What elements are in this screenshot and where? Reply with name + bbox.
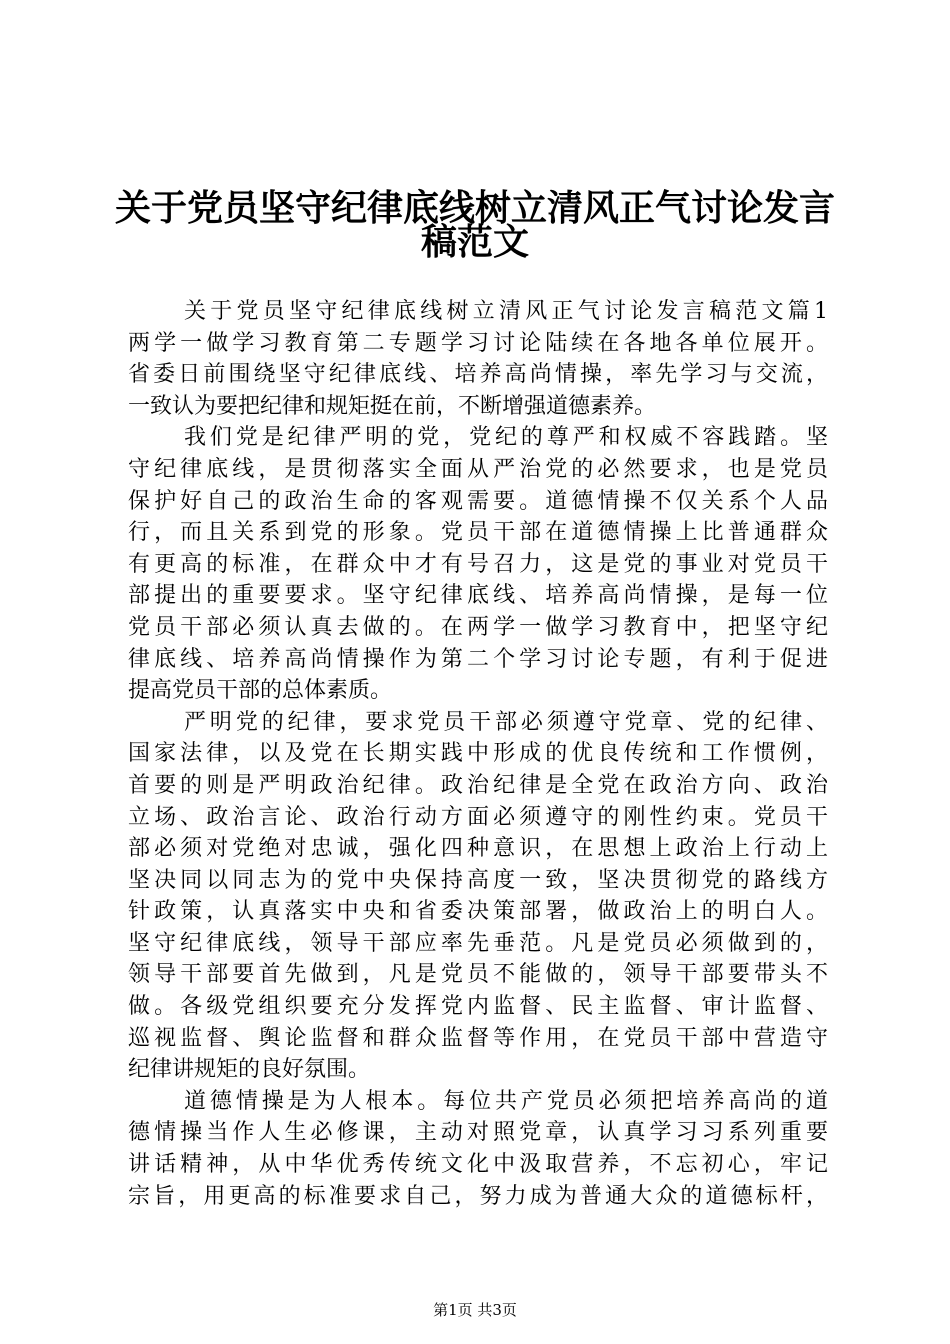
body-line: 国家法律，以及党在长期实践中形成的优良传统和工作惯例，: [128, 741, 828, 767]
body-line: 立场、政治言论、政治行动方面必须遵守的刚性约束。党员干: [128, 804, 828, 830]
document-title-line-1: 关于党员坚守纪律底线树立清风正气讨论发言: [114, 187, 835, 229]
body-line: 两学一做学习教育第二专题学习讨论陆续在各地各单位展开。: [128, 330, 828, 356]
body-line: 针政策，认真落实中央和省委决策部署，做政治上的明白人。: [128, 899, 828, 925]
body-line: 省委日前围绕坚守纪律底线、培养高尚情操，率先学习与交流，: [128, 362, 828, 388]
body-line: 德情操当作人生必修课，主动对照党章，认真学习习系列重要: [128, 1120, 828, 1146]
body-line: 守纪律底线，是贯彻落实全面从严治党的必然要求，也是党员: [128, 456, 828, 482]
document-body: [128, 296, 828, 1212]
body-line: 部必须对党绝对忠诚，强化四种意识，在思想上政治上行动上: [128, 836, 828, 862]
body-line: 领导干部要首先做到，凡是党员不能做的，领导干部要带头不: [128, 962, 828, 988]
body-line: 部提出的重要要求。坚守纪律底线、培养高尚情操，是每一位: [128, 583, 828, 609]
body-line: 首要的则是严明政治纪律。政治纪律是全党在政治方向、政治: [128, 772, 828, 798]
body-line: 党员干部必须认真去做的。在两学一做学习教育中，把坚守纪: [128, 614, 828, 640]
body-line: 有更高的标准，在群众中才有号召力，这是党的事业对党员干: [128, 551, 828, 577]
body-line: 保护好自己的政治生命的客观需要。道德情操不仅关系个人品: [128, 488, 828, 514]
body-line: 关于党员坚守纪律底线树立清风正气讨论发言稿范文篇1: [184, 299, 828, 324]
page-number-footer: 第1页 共3页: [433, 1301, 517, 1319]
body-line: 宗旨，用更高的标准要求自己，努力成为普通大众的道德标杆，: [128, 1183, 828, 1209]
body-line: 纪律讲规矩的良好氛围。: [128, 1057, 371, 1083]
body-line: 道德情操是为人根本。每位共产党员必须把培养高尚的道: [184, 1088, 828, 1114]
body-line: 提高党员干部的总体素质。: [128, 678, 393, 704]
body-line: 我们党是纪律严明的党，党纪的尊严和权威不容践踏。坚: [184, 425, 828, 451]
body-line: 律底线、培养高尚情操作为第二个学习讨论专题，有利于促进: [128, 646, 828, 672]
body-line: 讲话精神，从中华优秀传统文化中汲取营养，不忘初心，牢记: [128, 1152, 828, 1178]
body-line: 坚决同以同志为的党中央保持高度一致，坚决贯彻党的路线方: [128, 867, 828, 893]
body-line: 坚守纪律底线，领导干部应率先垂范。凡是党员必须做到的，: [128, 930, 828, 956]
body-line: 巡视监督、舆论监督和群众监督等作用，在党员干部中营造守: [128, 1025, 828, 1051]
document-title-line-2: 稿范文: [420, 221, 529, 263]
body-line: 行，而且关系到党的形象。党员干部在道德情操上比普通群众: [128, 520, 828, 546]
body-line: 做。各级党组织要充分发挥党内监督、民主监督、审计监督、: [128, 994, 828, 1020]
body-line: 严明党的纪律，要求党员干部必须遵守党章、党的纪律、: [184, 709, 828, 735]
body-line: 一致认为要把纪律和规矩挺在前，不断增强道德素养。: [128, 393, 657, 419]
